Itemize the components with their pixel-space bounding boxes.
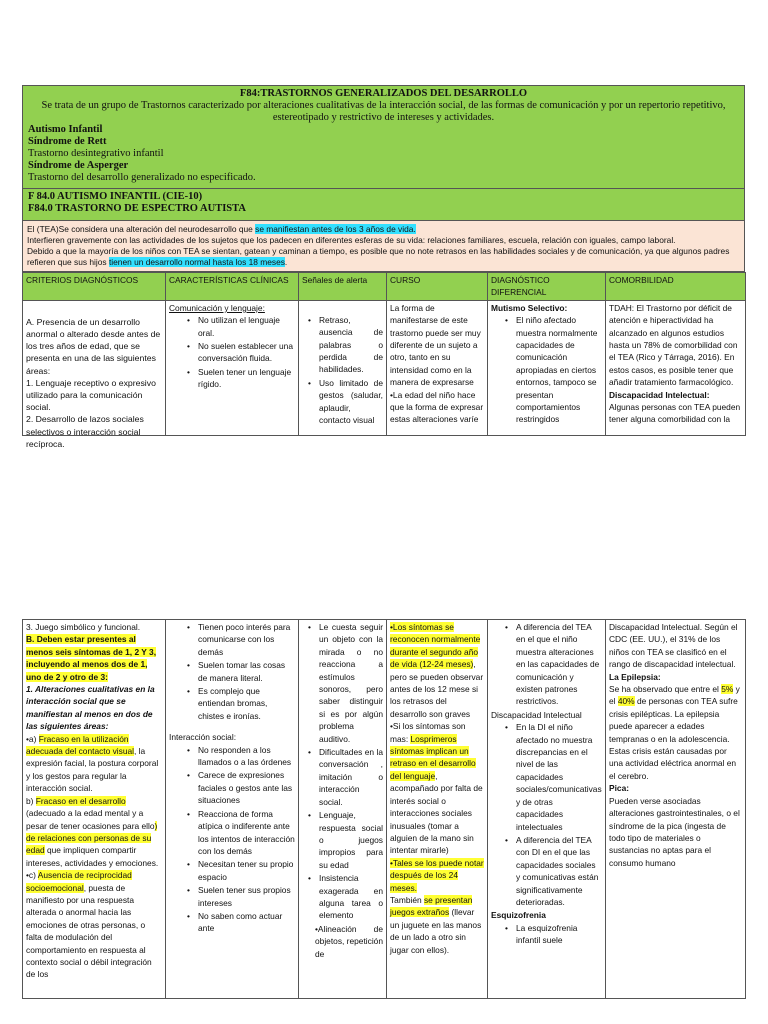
- criteria-table-continued: [22, 619, 746, 999]
- diferencial-heading: Discapacidad Intelectual: [491, 709, 582, 720]
- curso-text: (llevar un juguete en las manos de un lado a otro sin jugar con ellos).: [390, 907, 482, 955]
- definition-paragraph-2: Interfieren gravemente con las actividades de los sujetos que los padecen en diferentes esferas de su vida: relaciones familiares, escuela, relación con iguales, campo laboral.: [27, 235, 676, 245]
- list-item: • Tienen poco interés para comunicarse con los demás: [185, 621, 295, 658]
- header-list-item: Trastorno del desarrollo generalizado no especificado.: [28, 172, 256, 183]
- table-header-row: [23, 273, 746, 301]
- list-item: • Necesitan tener su propio espacio: [185, 858, 295, 883]
- criterio-text: •c): [26, 870, 38, 881]
- criterio-a: A. Presencia de un desarrollo anormal o alterado desde antes de los tres años de edad, que se presenta en una de las siguientes áreas:: [26, 316, 161, 376]
- table-row: [23, 300, 746, 435]
- curso-cell: [387, 620, 488, 999]
- comorbilidad-heading: Pica:: [609, 783, 630, 794]
- senales-cell: [299, 620, 387, 999]
- criterio-b-item: [26, 795, 162, 869]
- criterio-a-item: [26, 733, 162, 795]
- column-header: DIAGNÓSTICO DIFERENCIAL: [488, 273, 606, 301]
- criteria-table: [22, 272, 746, 449]
- curso-paragraph: •La edad del niño hace que la forma de expresar estas alteraciones varíe: [390, 389, 484, 425]
- highlight-onset: se manifiestan antes de los 3 años de vida.: [255, 224, 416, 234]
- column-header: COMORBILIDAD: [606, 273, 746, 301]
- comorbilidad-cell: [606, 300, 746, 435]
- list-item: • Carece de expresiones faciales o gestos ante las situaciones: [185, 769, 295, 806]
- list-item: • No suelen establecer una conversación fluida.: [185, 340, 295, 365]
- comorbilidad-text: y el: [609, 684, 740, 707]
- list-item: • Es complejo que entiendan bromas, chistes e ironías.: [185, 685, 295, 722]
- caracteristicas-heading: Comunicación y lenguaje:: [169, 302, 265, 313]
- list-item: • Suelen tomar las cosas de manera literal.: [185, 659, 295, 684]
- list-item: • El niño afectado muestra normalmente capacidades de comunicación apropiadas en ciertos entornos, tampoco se presentan comportamientos restringidos: [503, 314, 602, 426]
- header-intro: Se trata de un grupo de Trastornos caracterizado por alteraciones cualitativas de la interacción social, de las formas de comunicación y por un repertorio repetitivo, estereotipado y restrictivo de intereses y actividades.: [41, 100, 726, 123]
- definition-text: .: [284, 257, 288, 267]
- curso-text: , acompañado por falta de interés social o interacciones sociales inusuales (tomar a alguien de la mano sin intentar mirarle): [390, 770, 483, 856]
- highlight-language-delay: Losprimeros síntomas implican un retraso en el desarrollo del lenguaje: [390, 733, 476, 781]
- highlight-second-year: •Los síntomas se reconocen normalmente durante el segundo año de vida (12-24 meses): [390, 622, 481, 670]
- senales-cell: [299, 300, 387, 435]
- criterios-cell: [23, 300, 166, 449]
- highlight-development: Fracaso en el desarrollo: [35, 795, 126, 806]
- highlight-24-months: •Tales se los puede notar después de los 24 meses.: [390, 857, 484, 893]
- diferencial-heading: Esquizofrenia: [491, 910, 546, 921]
- criterio-heading: 1. Alteraciones cualitativas en la interacción social que se manifiestan al menos en dos de las siguientes áreas:: [26, 684, 155, 732]
- comorbilidad-paragraph: TDAH: El Trastorno por déficit de atención e hiperactividad ha alcanzado en algunos estudios hasta un 78% de comorbilidad con el TEA (Rico y Tárraga, 2016). En estos casos, es posible tener que añadir tratamiento farmacológico.: [609, 302, 738, 388]
- comorbilidad-paragraph: Discapacidad Intelectual. Según el CDC (EE. UU.), el 31% de los niños con TEA se clasificó en el rango de discapacidad intelectual.: [609, 622, 738, 670]
- list-item: • Suelen tener un lenguaje rígido.: [185, 366, 295, 391]
- diferencial-cell: [488, 620, 606, 999]
- comorbilidad-heading: La Epilepsia:: [609, 671, 661, 682]
- list-item: • Reacciona de forma atípica o indiferente ante los intentos de interacción con los demás: [185, 808, 295, 858]
- highlight-percent-low: 5%: [721, 684, 734, 695]
- highlight-reciprocity: Ausencia de reciprocidad socioemocional: [26, 870, 132, 893]
- highlight-peer-relations: ) de relaciones con personas de su edad: [26, 820, 158, 856]
- highlight-strange-play: se presentan juegos extraños: [390, 894, 473, 918]
- criterio-item: 2. Desarrollo de lazos sociales selectivos o interacción social recíproca.: [26, 414, 144, 449]
- definition-paragraph-3: [27, 246, 740, 268]
- comorbilidad-text: de personas con TEA sufre crisis epilépticas. La epilepsia puede aparecer a edades tempranas o en la adolescencia. Estas crisis están causadas por una actividad eléctrica anormal en el cerebro.: [609, 696, 738, 781]
- highlight-normal-development: tienen un desarrollo normal hasta los 18 meses: [108, 257, 285, 267]
- criterio-text: , la expresión facial, la postura corporal y los gestos para regular la interacción social.: [26, 746, 159, 794]
- section-line-2: F84.0 TRASTORNO DE ESPECTRO AUTISTA: [28, 203, 246, 214]
- column-header: CRITERIOS DIAGNÓSTICOS: [23, 273, 166, 301]
- comorbilidad-cell: [606, 620, 746, 999]
- definition-box: [22, 221, 745, 272]
- curso-text: •Si los síntomas son mas:: [390, 721, 466, 744]
- page-one: [22, 85, 745, 449]
- senales-continuation: •Alineación de objetos, repetición de: [315, 923, 383, 959]
- header-list-item: Síndrome de Rett: [28, 136, 107, 147]
- diferencial-heading: Mutismo Selectivo:: [491, 302, 568, 313]
- list-item: • A diferencia del TEA en el que el niño muestra alteraciones en las capacidades de comunicación y existen patrones restrictivos.: [503, 621, 602, 708]
- curso-cell: [387, 300, 488, 435]
- list-item: • Insistencia exagerada en alguna tarea o elemento: [306, 872, 383, 922]
- list-item: • Uso limitado de gestos (saludar, aplaudir, contacto visual: [306, 377, 383, 427]
- caracteristicas-cell: [166, 620, 299, 999]
- comorbilidad-paragraph: Algunas personas con TEA pueden tener alguna comorbilidad con la: [609, 402, 741, 425]
- caracteristicas-heading: Interacción social:: [169, 732, 237, 743]
- caracteristicas-cell: [166, 300, 299, 435]
- page-two: [22, 619, 745, 999]
- document-title: F84:TRASTORNOS GENERALIZADOS DEL DESARROLLO: [239, 88, 528, 99]
- list-item: • Le cuesta seguir un objeto con la mirada o no reacciona a estímulos sonoros, pero saber distinguir si es por algún problema auditivo.: [306, 621, 383, 745]
- criterio-item: 1. Lenguaje receptivo o expresivo utilizado para la comunicación social.: [26, 377, 156, 413]
- comorbilidad-paragraph: [609, 683, 742, 782]
- list-item: • A diferencia del TEA con DI en el que las capacidades sociales y comunicativas están significativamente deterioradas.: [503, 834, 602, 908]
- list-item: • Dificultades en la conversación , imitación o interacción social.: [306, 746, 383, 808]
- list-item: • No responden a los llamados o a las órdenes: [185, 744, 295, 769]
- curso-paragraph: [390, 894, 484, 956]
- list-item: • En la DI el niño afectado no muestra discrepancias en el nivel de las capacidades sociales/comunicativas y de otras capacidades intelectuales: [503, 721, 602, 833]
- definition-text: El (TEA)Se considera una alteración del neurodesarrollo que: [27, 224, 256, 234]
- curso-paragraph: La forma de manifestarse de este trastorno puede ser muy diferente de un sujeto a otro, tanto en su intensidad como en la manera de expresarse: [390, 302, 481, 388]
- curso-paragraph: [390, 720, 484, 856]
- curso-paragraph: [390, 857, 484, 894]
- list-item: • La esquizofrenia infantil suele: [503, 922, 602, 947]
- header-list: [28, 124, 739, 184]
- curso-paragraph: [390, 621, 484, 720]
- list-item: • No saben como actuar ante: [185, 910, 295, 935]
- section-header: [22, 189, 745, 221]
- list-item: • Suelen tener sus propios intereses: [185, 884, 295, 909]
- comorbilidad-heading: Discapacidad Intelectual:: [609, 389, 710, 400]
- list-item: • No utilizan el lenguaje oral.: [185, 314, 295, 339]
- curso-text: También: [390, 894, 424, 905]
- diferencial-cell: [488, 300, 606, 435]
- header-box: [22, 85, 745, 189]
- definition-text: Debido a que la mayoría de los niños con TEA se sientan, gatean y caminan a tiempo, es posible que no note retrasos en las habilidades sociales y de comunicación, ya que algunos padres refieren que sus hijos: [27, 246, 730, 267]
- curso-text: , pero se pueden observar antes de los 12 mese si los retrasos del desarrollo son graves: [390, 659, 484, 719]
- highlight-criterio-b: B. Deben estar presentes al menos seis síntomas de 1, 2 Y 3, incluyendo al menos dos de 1, uno de 2 y otro de 3:: [26, 634, 157, 682]
- comorbilidad-text: Se ha observado que entre el: [609, 684, 722, 695]
- header-list-item: Trastorno desintegrativo infantil: [28, 148, 164, 159]
- criterio-item: 3. Juego simbólico y funcional.: [26, 622, 141, 632]
- criterio-text: (adecuado a la edad mental y a pesar de tener ocasiones para ello: [26, 808, 155, 831]
- column-header: Señales de alerta: [299, 273, 387, 301]
- header-list-item: Síndrome de Asperger: [28, 160, 129, 171]
- definition-paragraph-1: [27, 224, 740, 235]
- criterios-cell: [23, 620, 166, 999]
- list-item: • Lenguaje, respuesta social o juegos impropios para su edad: [306, 809, 383, 871]
- column-header: CARACTERÍSTICAS CLÍNICAS: [166, 273, 299, 301]
- column-header: CURSO: [387, 273, 488, 301]
- list-item: • Retraso, ausencia de palabras o perdida de habilidades.: [306, 314, 383, 376]
- criterio-text: •a): [26, 733, 39, 744]
- criterio-text: que impliquen compartir intereses, actividades y emociones.: [26, 845, 159, 868]
- table-row: [23, 620, 746, 999]
- comorbilidad-paragraph: Pueden verse asociadas alteraciones gastrointestinales, o el síndrome de la pica (ingesta de todo tipo de materiales o sustancias no aptas para el consumo humano: [609, 795, 740, 868]
- criterio-text: , puesta de manifiesto por una respuesta alterada o anormal hacia las emociones de otras personas, o falta de modulación del comportamiento en respuesta al contexto social o débil integración de los: [26, 882, 152, 980]
- highlight-percent-high: 40%: [617, 696, 635, 707]
- criterio-text: b): [26, 795, 36, 806]
- section-line-1: F 84.0 AUTISMO INFANTIL (CIE-10): [28, 191, 203, 202]
- header-list-item: Autismo Infantil: [28, 124, 103, 135]
- highlight-eye-contact: Fracaso en la utilización adecuada del contacto visual: [26, 733, 135, 757]
- criterio-c-item: [26, 869, 162, 981]
